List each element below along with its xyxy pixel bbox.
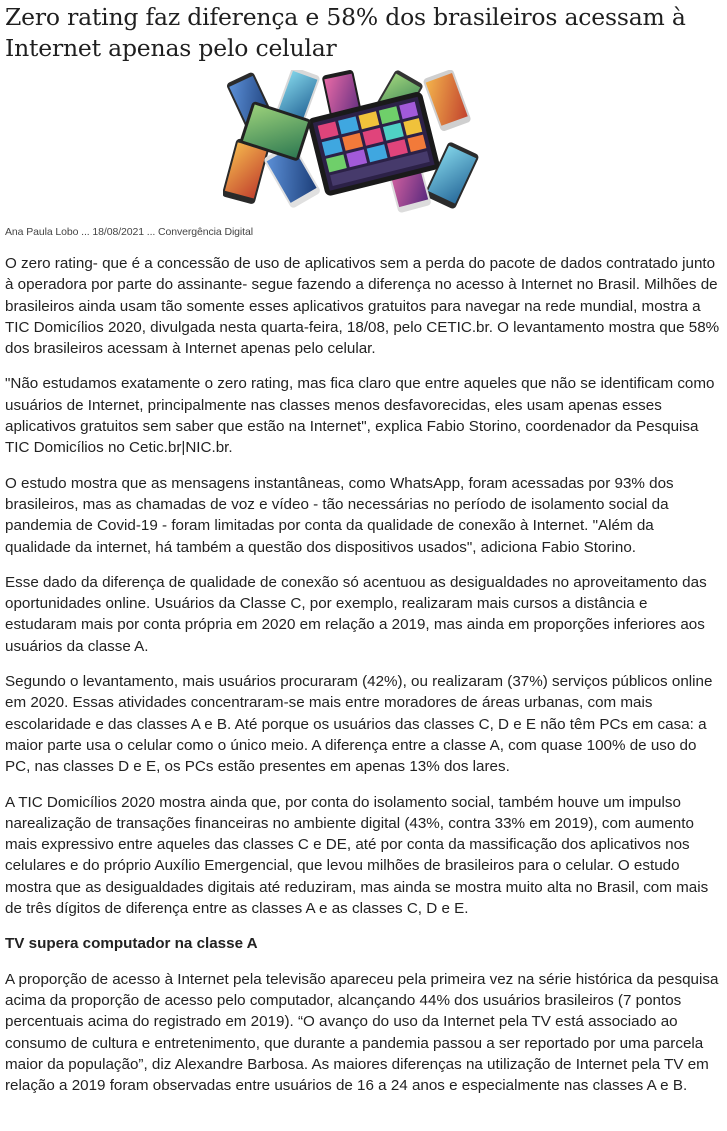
article-body (5, 253, 721, 1110)
article-paragraph: O zero rating- que é a concessão de uso de aplicativos sem a perda do pacote de dados contratado junto à operadora por parte do assinante- segue fazendo a diferença no acesso à Internet no Brasil. Milhões de brasileiros ainda usam tão somente esses aplicativos gratuitos para navegar na rede mundial, mostra a TIC Domicílios 2020, divulgada nesta quarta-feira, 18/08, pelo CETIC.br. O levantamento mostra que 58% dos brasileiros acessam à Internet apenas pelo celular. (5, 255, 720, 358)
article-paragraph: O estudo mostra que as mensagens instantâneas, como WhatsApp, foram acessadas por 93% dos brasileiros, mas as chamadas de voz e vídeo - tão necessárias no período de isolamento social da pandemia de Covid-19 - foram limitadas por conta da qualidade de conexão à Internet. "Além da qualidade da internet, há também a questão dos dispositivos usados", adiciona Fabio Storino. (5, 474, 674, 556)
article-paragraph: A TIC Domicílios 2020 mostra ainda que, por conta do isolamento social, também houve um impulso narealização de transações financeiras no ambiente digital (43%, contra 33% em 2019), com aumento mais expressivo entre aqueles das classes C e DE, até por conta da massificação dos aplicativos nos celulares e do próprio Auxílio Emergencial, que levou milhões de brasileiros para o celular. O estudo mostra que as desigualdades digitais até reduziram, mas ainda se mostra muito alta no Brasil, com mais de três dígitos de diferença entre as classes A e as classes C, D e E. (5, 793, 709, 918)
article-headline: Zero rating faz diferença e 58% dos brasileiros acessam à Internet apenas pelo celular (5, 3, 686, 62)
article-paragraph: Segundo o levantamento, mais usuários procuraram (42%), ou realizaram (37%) serviços públicos online em 2020. Essas atividades concentraram-se mais entre moradores de áreas urbanas, com mais escolaridade e das classes A e B. Até porque os usuários das classes C, D e E não têm PCs em casa: a maior parte usa o celular como o único meio. A diferença entre a classe A, com quase 100% de uso do PC, nas classes D e E, os PCs estão presentes em apenas 13% dos lares. (5, 673, 713, 776)
article-byline: Ana Paula Lobo ... 18/08/2021 ... Convergência Digital (5, 226, 253, 238)
article (5, 0, 720, 1095)
article-paragraph: Esse dado da diferença de qualidade de conexão só acentuou as desigualdades no aproveitamento das oportunidades online. Usuários da Classe C, por exemplo, realizaram mais cursos a distância e estudaram mais por conta própria em 2020 em relação a 2019, mas ainda em proporções inferiores aos usuários da classe A. (5, 573, 707, 655)
article-paragraph: A proporção de acesso à Internet pela televisão apareceu pela primeira vez na série histórica da pesquisa acima da proporção de acesso pelo computador, alcançando 44% dos usuários brasileiros (7 pontos percentuais acima do registrado em 2019). “O avanço do uso da Internet pela TV está associado ao consumo de cultura e entretenimento, que durante a pandemia passou a ser reportado por uma parcela maior da população”, diz Alexandre Barbosa. As maiores diferenças na utilização de Internet pela TV em relação a 2019 foram observadas entre usuários de 16 a 24 anos e especialmente nas classes A e B. (5, 970, 719, 1095)
article-paragraph: "Não estudamos exatamente o zero rating, mas fica claro que entre aqueles que não se identificam como usuários de Internet, principalmente nas classes menos desfavorecidas, eles usam apenas esses aplicativos gratuitos sem saber que estão na Internet", explica Fabio Storino, coordenador da Pesquisa TIC Domicílios no Cetic.br|NIC.br. (5, 375, 715, 457)
article-subheading: TV supera computador na classe A (5, 935, 258, 953)
smartphones-collage-image (223, 70, 480, 215)
